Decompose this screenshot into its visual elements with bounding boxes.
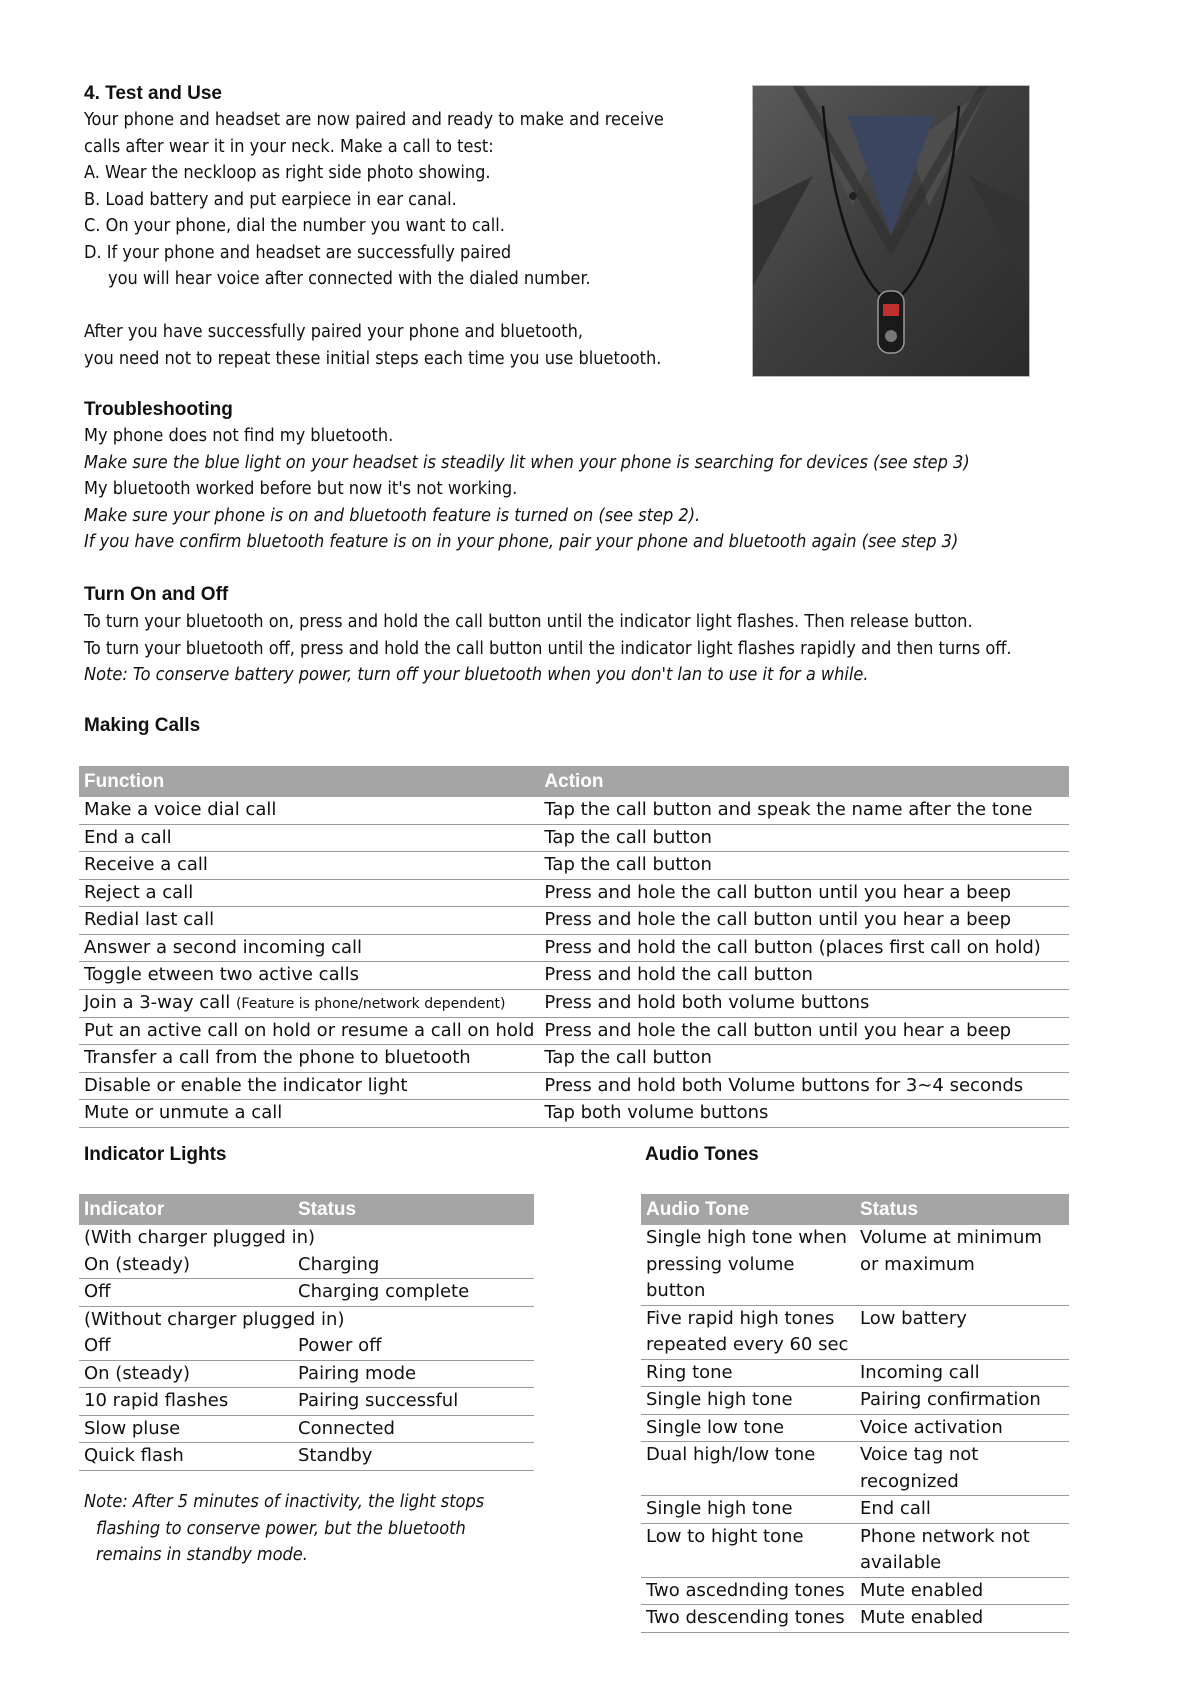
table-row: Disable or enable the indicator light Press and hold both Volume buttons for 3~4 seconds: [79, 1072, 1069, 1100]
table-row: Slow pluse Connected: [79, 1415, 534, 1443]
table-row: Receive a call Tap the call button: [79, 852, 1069, 880]
making-calls-heading: Making Calls: [84, 715, 201, 736]
table-row: Two ascednding tones Mute enabled: [641, 1577, 1069, 1605]
neckloop-photo: [752, 85, 1030, 377]
table-row: Off Power off: [79, 1333, 534, 1360]
table-row: On (steady) Pairing mode: [79, 1360, 534, 1388]
table-row: End a call Tap the call button: [79, 824, 1069, 852]
making-calls-table: [79, 766, 1069, 1128]
indicator-lights-heading: Indicator Lights: [84, 1144, 227, 1165]
table-row: Put an active call on hold or resume a call on hold Press and hole the call button until you hear a beep: [79, 1017, 1069, 1045]
turn-on-off-heading: Turn On and Off: [84, 584, 229, 605]
table-row: Answer a second incoming call Press and hold the call button (places first call on hold): [79, 934, 1069, 962]
audio-tones-table: [641, 1194, 1069, 1633]
troubleshooting-heading: Troubleshooting: [84, 399, 233, 420]
table-header-row: [79, 766, 1069, 797]
table-row: Single high tone when pressing volume button Volume at minimum or maximum: [641, 1225, 1069, 1305]
column-header-audio-tone: Audio Tone: [641, 1194, 855, 1225]
table-row: Single high tone End call: [641, 1496, 1069, 1524]
neckloop-illustration: [753, 86, 1029, 376]
table-row: Dual high/low tone Voice tag not recognized: [641, 1442, 1069, 1496]
troubleshooting-body: My phone does not find my bluetooth. Make sure the blue light on your headset is steadily lit when your phone is searching for devices (see step 3) My bluetooth worked before but now it's not working. Make sure your phone is on and bluetooth feature is turned on (see step 2). If you have confirm bluetooth feature is on in your phone, pair your phone and bluetooth again (see step 3): [84, 425, 970, 552]
table-row: Toggle etween two active calls Press and hold the call button: [79, 962, 1069, 990]
table-row: Ring tone Incoming call: [641, 1359, 1069, 1387]
table-row: Mute or unmute a call Tap both volume buttons: [79, 1100, 1069, 1128]
feature-dependent-note: (Feature is phone/network dependent): [235, 995, 506, 1012]
table-row: Five rapid high tones repeated every 60 sec Low battery: [641, 1305, 1069, 1359]
table-row: Single low tone Voice activation: [641, 1414, 1069, 1442]
audio-tones-heading: Audio Tones: [645, 1144, 759, 1165]
column-header-status: Status: [293, 1194, 534, 1225]
column-header-action: Action: [539, 766, 1069, 797]
table-row: 10 rapid flashes Pairing successful: [79, 1388, 534, 1416]
table-header-row: [79, 1194, 534, 1225]
table-group-row: (With charger plugged in): [84, 1227, 315, 1248]
table-row: Make a voice dial call Tap the call button and speak the name after the tone: [79, 797, 1069, 824]
table-row: Redial last call Press and hole the call button until you hear a beep: [79, 907, 1069, 935]
table-row: Low to hight tone Phone network not available: [641, 1523, 1069, 1577]
indicator-note: Note: After 5 minutes of inactivity, the light stops flashing to conserve power, but the bluetooth remains in standby mode.: [84, 1491, 485, 1565]
turn-on-off-body: To turn your bluetooth on, press and hold the call button until the indicator light flashes. Then release button. To turn your bluetooth off, press and hold the call button until the indicator light flashes rapidly and then turns off. Note: To conserve battery power, turn off your bluetooth when you don't lan to use it for a while.: [84, 611, 1012, 685]
column-header-status: Status: [855, 1194, 1069, 1225]
table-row: Two descending tones Mute enabled: [641, 1605, 1069, 1633]
indicator-lights-table: [79, 1194, 534, 1471]
test-use-body: Your phone and headset are now paired and ready to make and receive calls after wear it in your neck. Make a call to test: A. Wear the neckloop as right side photo showing. B. Load battery and put earpiece in ear canal. C. On your phone, dial the number you want to call. D. If your phone and headset are successfully paired you will hear voice after connected with the dialed number. After you have successfully paired your phone and bluetooth, you need not to repeat these initial steps each time you use bluetooth.: [84, 109, 664, 369]
table-row: Transfer a call from the phone to bluetooth Tap the call button: [79, 1045, 1069, 1073]
column-header-function: Function: [79, 766, 539, 797]
table-header-row: [641, 1194, 1069, 1225]
table-row: Off Charging complete: [79, 1279, 534, 1307]
table-row: On (steady) Charging: [79, 1252, 534, 1279]
table-row: Quick flash Standby: [79, 1443, 534, 1471]
table-row: Reject a call Press and hole the call button until you hear a beep: [79, 879, 1069, 907]
table-row: Single high tone Pairing confirmation: [641, 1387, 1069, 1415]
table-row: Join a 3-way call (Feature is phone/network dependent) Press and hold both volume buttons: [79, 989, 1069, 1017]
table-group-row: (Without charger plugged in): [84, 1308, 345, 1330]
test-use-heading: 4. Test and Use: [84, 83, 222, 104]
column-header-indicator: Indicator: [79, 1194, 293, 1225]
